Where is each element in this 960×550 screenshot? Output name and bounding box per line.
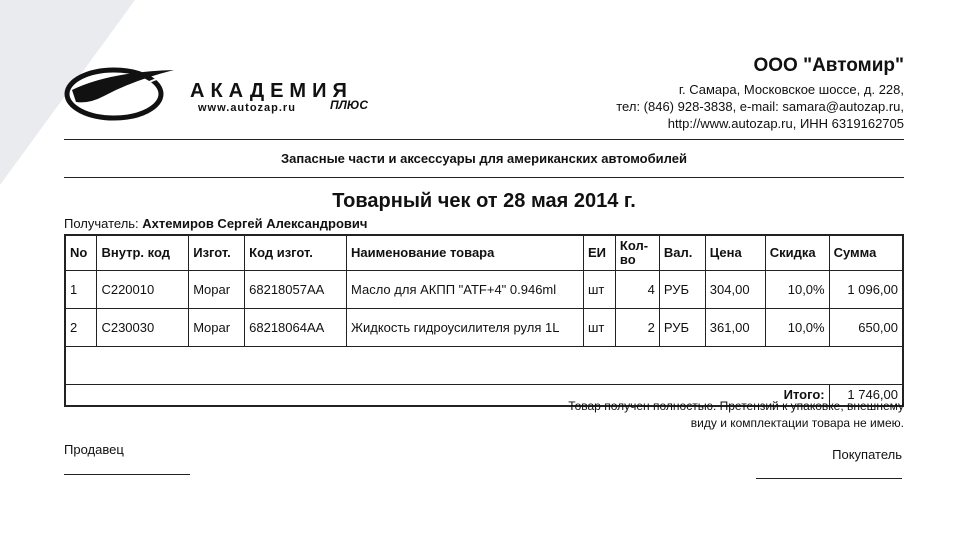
col-unit: ЕИ [583,235,615,271]
table-row [65,271,903,309]
col-sum: Сумма [829,235,903,271]
cell-sum: 1 096,00 [829,271,903,309]
company-contacts: тел: (846) 928-3838, e-mail: samara@autozap.ru, [616,99,904,114]
cell-unit: шт [583,309,615,347]
cell-discount: 10,0% [765,271,829,309]
cell-no: 1 [65,271,97,309]
col-discount: Скидка [765,235,829,271]
cell-price: 361,00 [705,309,765,347]
col-qty: Кол-во [615,235,659,271]
logo-url: www.autozap.ru [198,102,296,114]
buyer-label: Покупатель [832,447,902,462]
cell-discount: 10,0% [765,309,829,347]
cell-price: 304,00 [705,271,765,309]
col-internal-code: Внутр. код [97,235,189,271]
company-address: г. Самара, Московское шоссе, д. 228, [678,82,904,97]
col-name: Наименование товара [347,235,584,271]
logo-plus: ПЛЮС [330,98,369,112]
seller-signature-line [64,474,190,475]
cell-qty: 4 [615,271,659,309]
recipient-label: Получатель: [64,216,139,231]
col-currency: Вал. [659,235,705,271]
spacer-cell [65,347,903,385]
cell-currency: РУБ [659,271,705,309]
cell-mfr-code: 68218064AA [245,309,347,347]
receipt-note [568,398,904,432]
receipt-title: Товарный чек от 28 мая 2014 г. [332,190,636,212]
col-mfr-code: Код изгот. [245,235,347,271]
total-label: Итого: [65,385,829,407]
divider-top [64,139,904,140]
company-name: ООО "Автомир" [753,55,904,76]
note-line-1: Товар получен полностью. Претензий к упаковке, внешнему [568,399,904,413]
col-manufacturer: Изгот. [189,235,245,271]
items-table [64,234,904,407]
cell-internal-code: C230030 [97,309,189,347]
buyer-signature-line [756,478,902,479]
divider-bottom [64,177,904,178]
cell-name: Жидкость гидроусилителя руля 1L [347,309,584,347]
cell-manufacturer: Mopar [189,309,245,347]
company-info [616,55,904,132]
cell-manufacturer: Mopar [189,271,245,309]
cell-no: 2 [65,309,97,347]
cell-sum: 650,00 [829,309,903,347]
cell-name: Масло для АКПП "ATF+4" 0.946ml [347,271,584,309]
recipient-name: Ахтемиров Сергей Александрович [142,216,368,231]
cell-qty: 2 [615,309,659,347]
seller-label: Продавец [64,442,124,457]
col-price: Цена [705,235,765,271]
cell-unit: шт [583,271,615,309]
table-spacer-row [65,347,903,385]
cell-mfr-code: 68218057AA [245,271,347,309]
logo-wordmark: АКАДЕМИЯ [190,80,353,102]
academy-logo-icon [64,62,184,122]
subtitle: Запасные части и аксессуары для американских автомобилей [281,151,687,166]
note-line-2: виду и комплектации товара не имею. [690,416,904,430]
table-header-row [65,235,903,271]
cell-internal-code: C220010 [97,271,189,309]
recipient [64,216,367,231]
table-row [65,309,903,347]
company-web-inn: http://www.autozap.ru, ИНН 6319162705 [667,116,904,131]
total-value: 1 746,00 [829,385,903,407]
col-no: No [65,235,97,271]
cell-currency: РУБ [659,309,705,347]
